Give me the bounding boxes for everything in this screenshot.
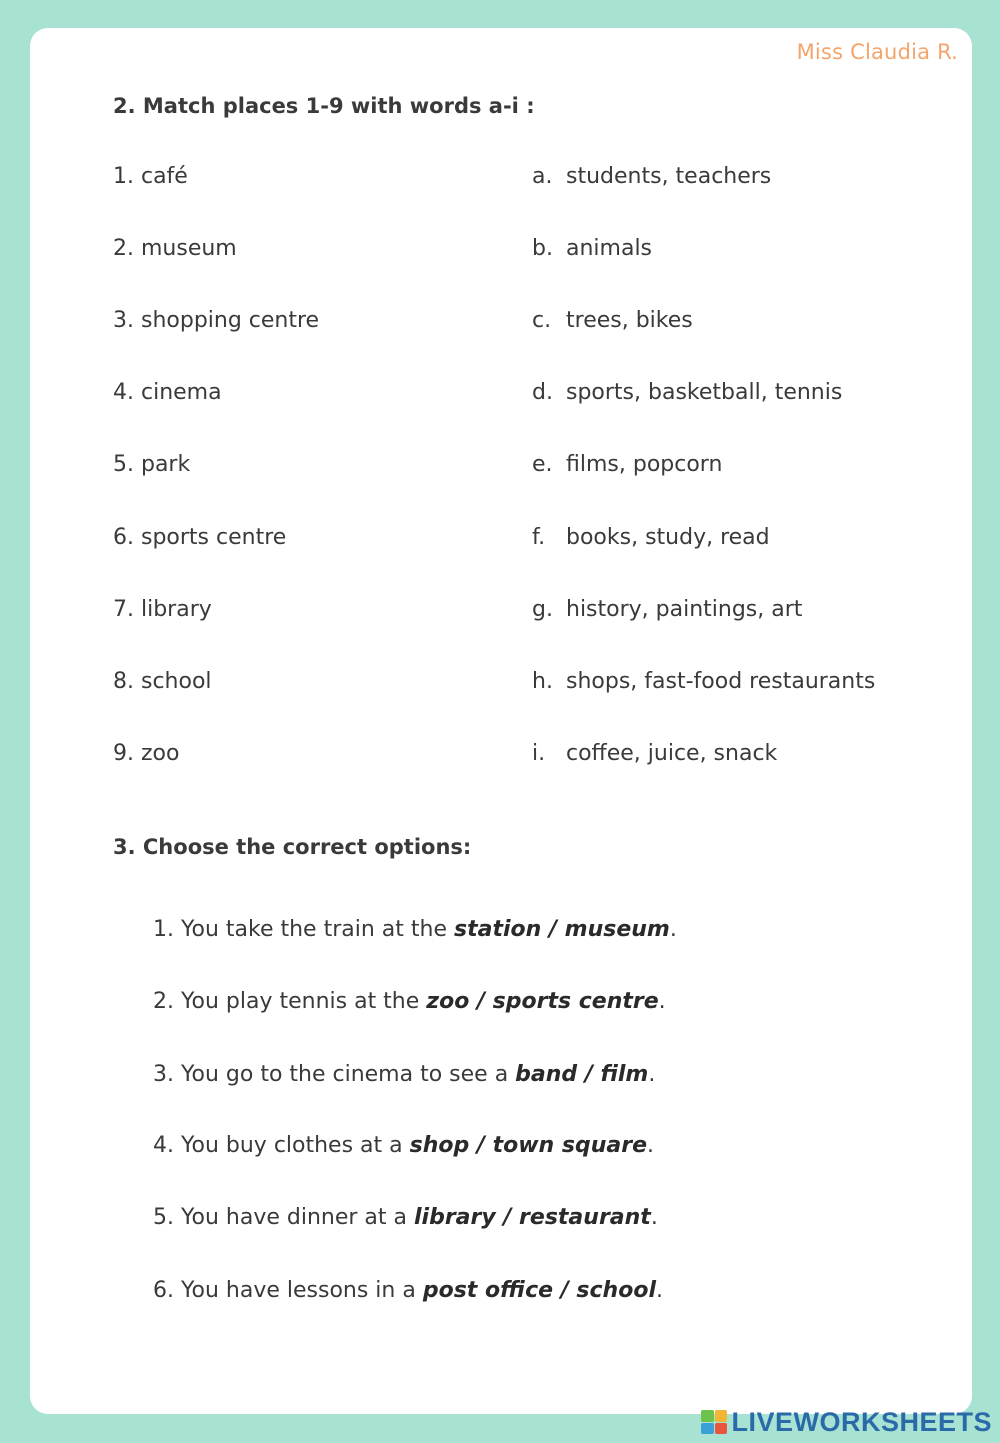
word-item[interactable]: shops, fast-food restaurants <box>566 669 876 694</box>
place-item[interactable]: 9. zoo <box>113 741 180 766</box>
answer-choice[interactable]: zoo / sports centre <box>426 989 659 1014</box>
option-sentence <box>153 1133 654 1158</box>
word-letter: c. <box>532 308 552 333</box>
word-letter: f. <box>532 525 546 550</box>
sentence-text: 5. You have dinner at a <box>153 1205 414 1230</box>
answer-choice[interactable]: library / restaurant <box>413 1205 651 1230</box>
place-item[interactable]: 5. park <box>113 452 191 477</box>
place-item[interactable]: 2. museum <box>113 236 237 261</box>
word-item[interactable]: history, paintings, art <box>566 597 803 622</box>
sentence-text: 6. You have lessons in a <box>153 1278 423 1303</box>
liveworksheets-logo-icon <box>701 1410 727 1434</box>
sentence-end: . <box>647 1133 654 1158</box>
match-row <box>0 669 1000 709</box>
option-sentence <box>153 917 677 942</box>
word-letter: e. <box>532 452 553 477</box>
place-item[interactable]: 3. shopping centre <box>113 308 320 333</box>
author-name: Miss Claudia R. <box>796 40 958 64</box>
word-letter: a. <box>532 164 553 189</box>
sentence-text: 4. You buy clothes at a <box>153 1133 410 1158</box>
word-letter: h. <box>532 669 553 694</box>
answer-choice[interactable]: shop / town square <box>409 1133 647 1158</box>
word-item[interactable]: trees, bikes <box>566 308 693 333</box>
match-row <box>0 525 1000 565</box>
sentence-end: . <box>656 1278 663 1303</box>
word-letter: g. <box>532 597 553 622</box>
place-item[interactable]: 4. cinema <box>113 380 222 405</box>
section-2-heading: 2. Match places 1-9 with words a-i : <box>113 94 535 118</box>
liveworksheets-brand[interactable] <box>701 1407 992 1437</box>
word-letter: d. <box>532 380 553 405</box>
answer-choice[interactable]: band / film <box>515 1062 649 1087</box>
place-item[interactable]: 8. school <box>113 669 212 694</box>
sentence-end: . <box>669 917 677 942</box>
word-item[interactable]: coffee, juice, snack <box>566 741 778 766</box>
match-row <box>0 236 1000 276</box>
option-sentence <box>153 1205 658 1230</box>
sentence-end: . <box>648 1062 656 1087</box>
match-row <box>0 380 1000 420</box>
word-item[interactable]: students, teachers <box>566 164 772 189</box>
option-sentence <box>153 1062 655 1087</box>
match-row <box>0 741 1000 781</box>
sentence-text: 2. You play tennis at the <box>153 989 427 1014</box>
word-letter: i. <box>532 741 546 766</box>
match-row <box>0 164 1000 204</box>
word-item[interactable]: films, popcorn <box>566 452 723 477</box>
place-item[interactable]: 1. café <box>113 164 188 189</box>
place-item[interactable]: 6. sports centre <box>113 525 287 550</box>
answer-choice[interactable]: station / museum <box>454 917 670 942</box>
place-item[interactable]: 7. library <box>113 597 212 622</box>
match-row <box>0 452 1000 492</box>
option-sentence <box>153 989 666 1014</box>
answer-choice[interactable]: post office / school <box>422 1278 656 1303</box>
section-3-heading: 3. Choose the correct options: <box>113 835 472 859</box>
word-letter: b. <box>532 236 553 261</box>
brand-name: LIVEWORKSHEETS <box>731 1406 992 1437</box>
word-item[interactable]: sports, basketball, tennis <box>566 380 843 405</box>
option-sentence <box>153 1278 663 1303</box>
sentence-text: 3. You go to the cinema to see a <box>153 1062 516 1087</box>
sentence-text: 1. You take the train at the <box>153 917 454 942</box>
sentence-end: . <box>658 989 666 1014</box>
sentence-end: . <box>650 1205 658 1230</box>
word-item[interactable]: books, study, read <box>566 525 770 550</box>
match-row <box>0 597 1000 637</box>
word-item[interactable]: animals <box>566 236 653 261</box>
match-row <box>0 308 1000 348</box>
